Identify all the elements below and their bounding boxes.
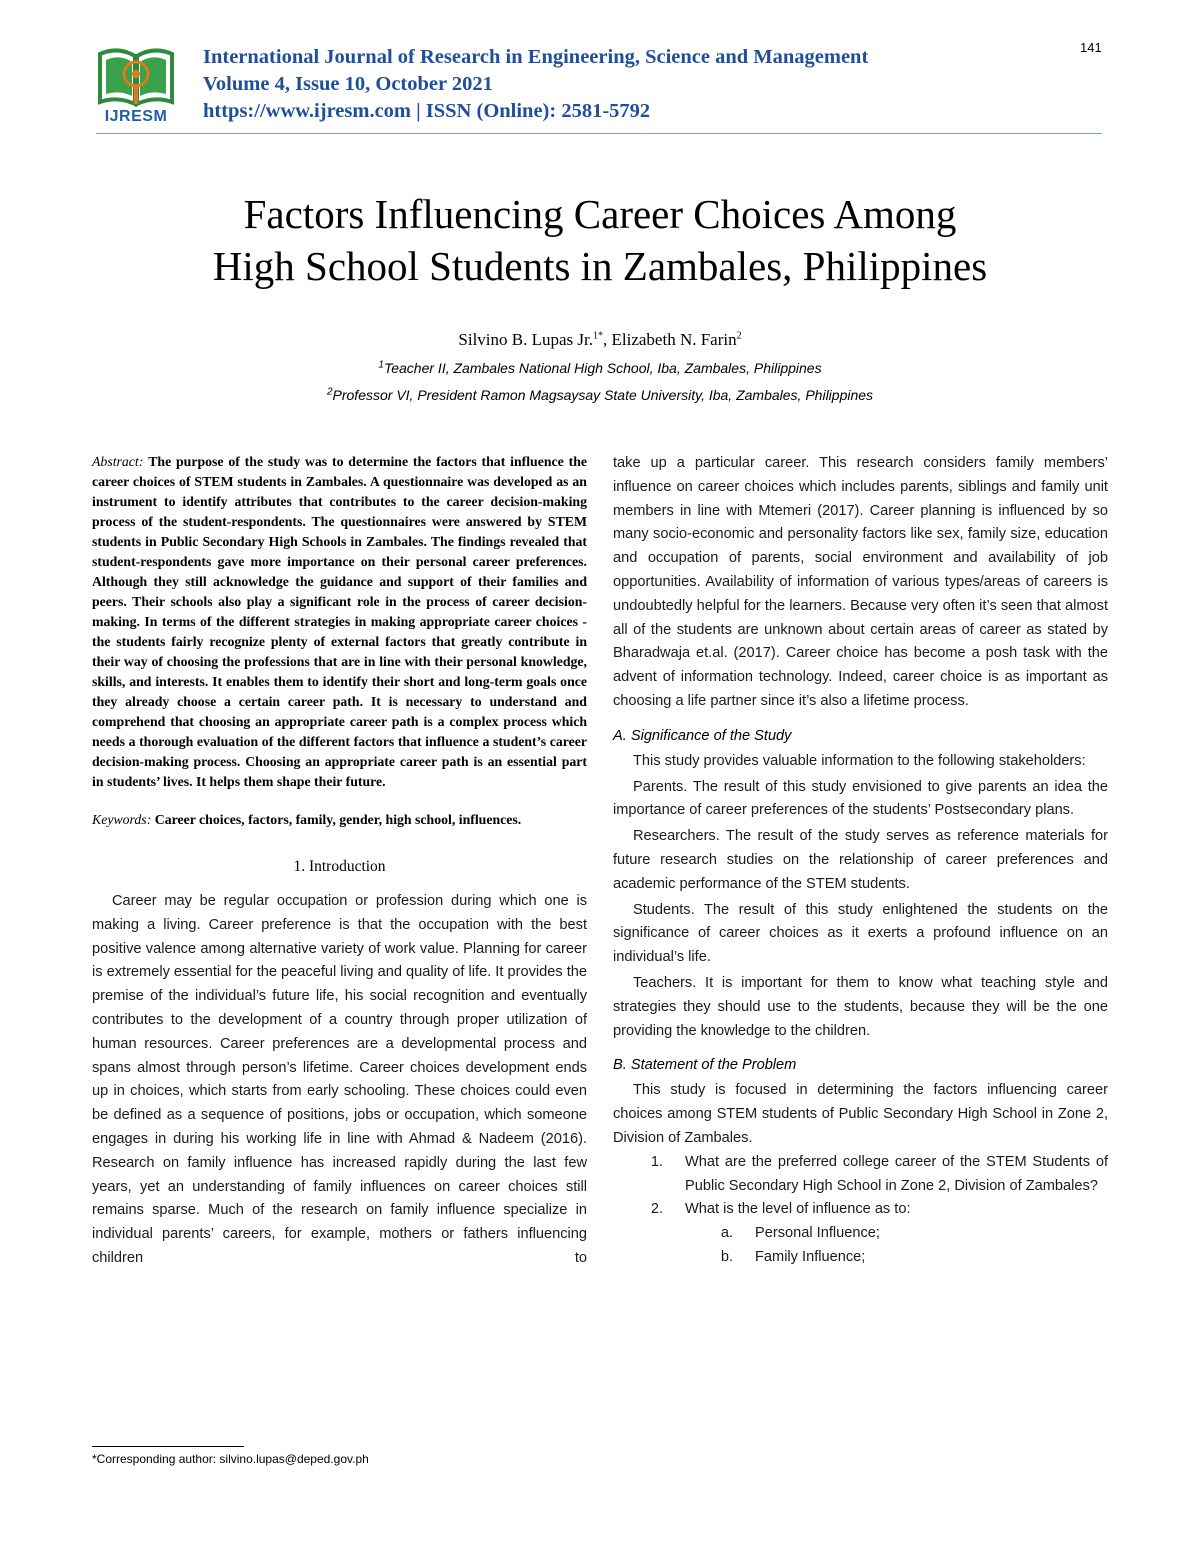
left-column [92,452,587,1271]
affiliation-1 [100,358,1100,378]
question-2a-text: Personal Influence; [755,1225,880,1242]
corresponding-author-footnote: *Corresponding author: silvino.lupas@deped.gov.ph [92,1452,369,1466]
footnote-divider [92,1446,244,1447]
journal-name: International Journal of Research in Engineering, Science and Management [203,46,869,68]
abstract: Abstract: The purpose of the study was to determine the factors that influence the career choices of STEM students in Zambales. A questionnaire was developed as an instrument to identify attributes that contributes to the career decision-making process of the student-respondents. The questionnaires were answered by STEM students in Public Secondary High Schools in Zambales. The findings revealed that student-respondents gave more importance on their personal career preferences. Although they still acknowledge the guidance and support of their families and peers. Their schools also play a significant role in the process of career decision-making. In terms of the different strategies in making appropriate career choices - the students fairly recognize plenty of external factors that greatly contribute in their way of choosing the professions that are in line with their personal knowledge, skills, and interests. It enables them to identify their short and long-term goals once they already choose a certain career path. It is necessary to understand and comprehend that choosing an appropriate career path is a complex process which needs a thorough evaluation of the different factors that influence a student’s career decision-making process. Choosing an appropriate career path is an essential part in students’ lives. It helps them shape their future. [92,454,587,789]
intro-heading: 1. Introduction [293,858,386,875]
question-2a-letter: a. [720,1225,733,1242]
author-1: Silvino B. Lupas Jr. [458,330,593,349]
right-column [613,452,1108,1270]
problem-heading: B. Statement of the Problem [613,1057,797,1074]
keywords-text: Career choices, factors, family, gender, high school, influences. [154,812,522,827]
journal-header [203,44,868,125]
paper-title [100,188,1100,292]
affiliation-1-marker: 1 [378,359,384,371]
significance-researchers: Researchers. The result of the study serves as reference materials for future research studies on the relationship of career preferences and academic performance of the STEM students. [613,828,1108,892]
affiliation-2-marker: 2 [326,386,333,398]
journal-url-issn[interactable]: https://www.ijresm.com | ISSN (Online): 2581-5792 [203,100,651,122]
significance-heading: A. Significance of the Study [613,727,792,744]
question-1 [613,1151,1108,1199]
question-2-text: What is the level of influence as to: [685,1201,911,1218]
author-list: Silvino B. Lupas Jr.$^{1*}$, Elizabeth N. Farin$^2$ [458,330,742,349]
question-2 [613,1198,1108,1222]
question-2b [613,1246,1108,1270]
title-line-1: Factors Influencing Career Choices Among [243,191,957,237]
significance-intro: This study provides valuable information to the following stakeholders: [633,752,1086,769]
question-1-number: 1. [650,1153,663,1170]
affiliation-2 [100,385,1100,405]
logo-text: IJRESM [104,108,168,125]
affiliation-2-text: Professor VI, President Ramon Magsaysay State University, Iba, Zambales, Philippines [332,387,874,403]
research-questions [613,1151,1108,1270]
significance-teachers: Teachers. It is important for them to know what teaching style and strategies they should use to the students, because they will be the one providing the knowledge to the children. [613,974,1108,1039]
journal-logo [96,44,176,136]
title-line-2: High School Students in Zambales, Philippines [212,243,988,289]
question-2b-letter: b. [720,1248,733,1265]
author-2-marker: 2 [736,330,742,342]
question-2-number: 2. [650,1201,663,1218]
header-divider [96,133,1102,134]
question-1-text: What are the preferred college career of the STEM Students of Public Secondary High School in Zone 2, Division of Zambales? [685,1153,1108,1194]
book-logo-icon [96,44,176,110]
keywords: Keywords: Career choices, factors, family, gender, high school, influences. [92,812,522,827]
page-number: 141 [1080,40,1102,55]
abstract-text: The purpose of the study was to determine the factors that influence the career choices of STEM students in Zambales. A questionnaire was developed as an instrument to identify attributes that contributes to the career decision-making process of the student-respondents. The questionnaires were answered by STEM students in Public Secondary High Schools in Zambales. The findings revealed that student-respondents gave more importance on their personal career preferences. Although they still acknowledge the guidance and support of their families and peers. Their schools also play a significant role in the process of career decision-making. In terms of the different strategies in making appropriate career choices - the students fairly recognize plenty of external factors that greatly contribute in their way of choosing the professions that are in line with their personal knowledge, skills, and interests. It enables them to identify their short and long-term goals once they already choose a certain career path. It is necessary to understand and comprehend that choosing an appropriate career path is a complex process which needs a thorough evaluation of the different factors that influence a student’s career decision-making process. Choosing an appropriate career path is an essential part in students’ lives. It helps them shape their future. [92,454,587,789]
author-2: Elizabeth N. Farin [611,330,737,349]
problem-intro: This study is focused in determining the factors influencing career choices among STEM students of Public Secondary High School in Zone 2, Division of Zambales. [613,1082,1108,1146]
intro-paragraph-continued: take up a particular career. This research considers family members’ influence on career choices which includes parents, siblings and family unit members in line with Mtemeri (2017). Career planning is influenced by so many socio-economic and personality factors like sex, family size, education and occupation of parents, social environment and availability of job opportunities. Availability of information of various types/areas of careers is undoubtedly helpful for the learners. Because very often it’s seen that almost all of the students are unknown about certain areas of career as stated by Bharadwaja et.al. (2017). Career choice has become a posh task with the advent of information technology. Indeed, career choice is as important as choosing a life partner since it’s also a lifetime process. [613,455,1108,709]
intro-paragraph: Career may be regular occupation or profession during which one is making a living. Career preference is that the occupation with the best positive valence among alternative variety of work value. Planning for career is extremely essential for the peaceful living and quality of life. It provides the premise of the individual’s future life, his social recognition and eventually contributes to the development of a country through proper utilization of human resources. Career preferences are a developmental process and spans almost through person’s lifetime. Career choices development ends up in choices, which starts from early schooling. These choices could even be defined as a sequence of positions, jobs or occupation, which someone engages in during his working life in line with Ahmad & Nadeem (2016). Research on family influence has increased rapidly during the last few years, yet an understanding of family influences on career choices still remains sparse. Much of the research on family influence specialize in individual parents’ careers, for example, mothers or fathers influencing children to [92,893,587,1266]
affiliation-1-text: Teacher II, Zambales National High School, Iba, Zambales, Philippines [383,360,822,376]
significance-parents: Parents. The result of this study envisioned to give parents an idea the importance of career preferences of the students’ Postsecondary plans. [613,778,1108,819]
significance-students: Students. The result of this study enlightened the students on the significance of career choices as it exerts a profound influence on an individual’s life. [613,901,1108,966]
question-2a [613,1222,1108,1246]
volume-issue: Volume 4, Issue 10, October 2021 [203,73,493,95]
keywords-label: Keywords [92,812,147,827]
question-2b-text: Family Influence; [755,1248,866,1265]
author-1-marker: 1* [593,330,603,342]
abstract-label: Abstract [92,454,139,469]
